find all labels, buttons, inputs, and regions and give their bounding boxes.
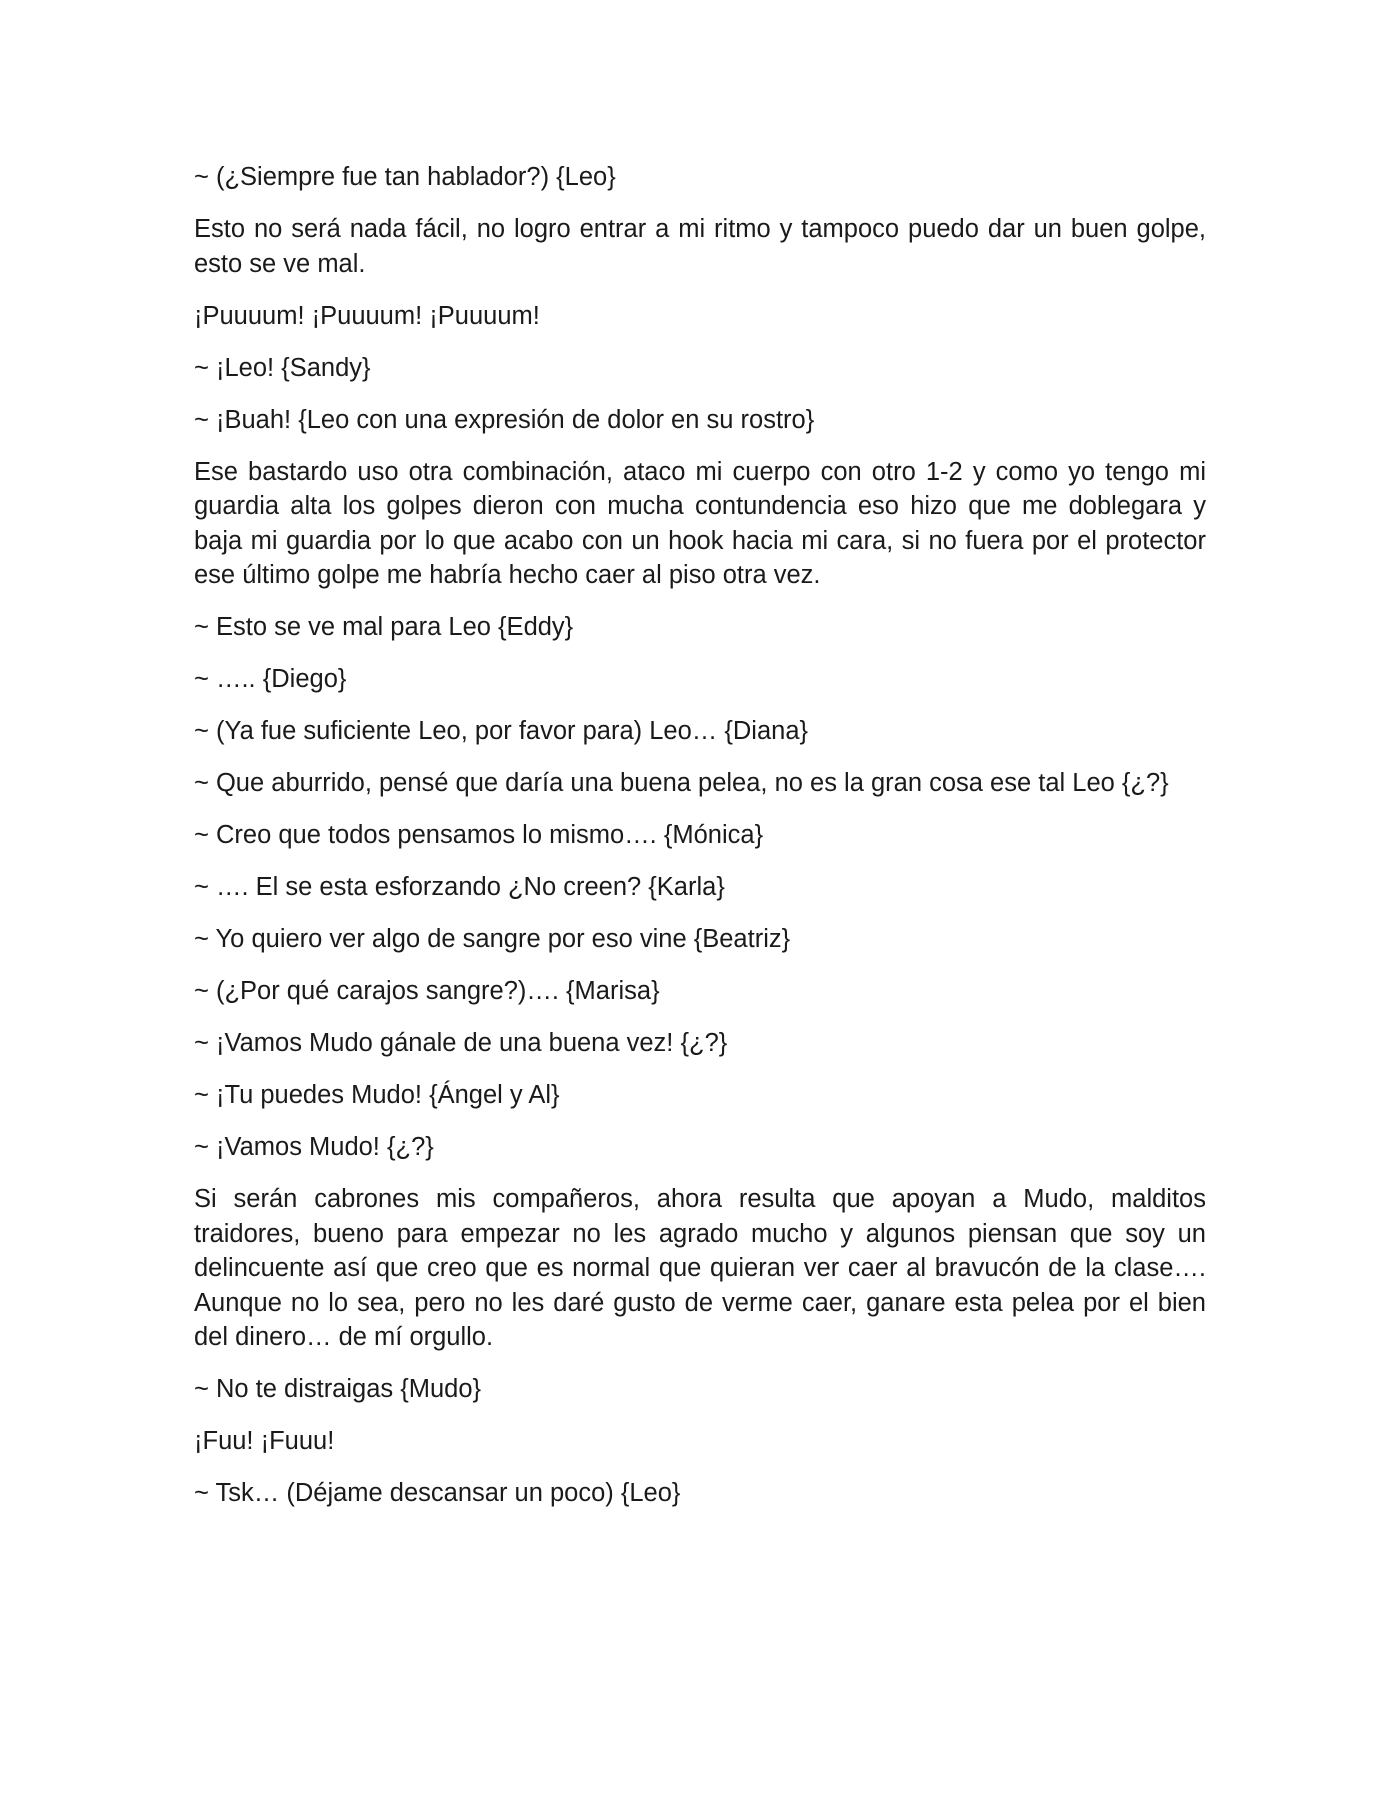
paragraph-2: Esto no será nada fácil, no logro entrar a mi ritmo y tampoco puedo dar un buen golpe, esto se ve mal. <box>194 215 1206 278</box>
paragraph-4: ~ ¡Leo! {Sandy} <box>194 353 371 382</box>
paragraph-14: ~ (¿Por qué carajos sangre?)…. {Marisa} <box>194 977 660 1005</box>
paragraph-18: Si serán cabrones mis compañeros, ahora resulta que apoyan a Mudo, malditos traidores, bueno para empezar no les agrado mucho y algunos piensan que soy un delincuente así que creo que es normal que quieran ver caer al bravucón de la clase…. Aunque no lo sea, pero no les daré gusto de verme caer, ganare esta pelea por el bien del dinero… de mí orgullo. <box>194 1185 1206 1351</box>
paragraph-9: ~ (Ya fue suficiente Leo, por favor para) Leo… {Diana} <box>194 717 809 745</box>
paragraph-12: ~ …. El se esta esforzando ¿No creen? {Karla} <box>194 873 725 901</box>
document-body <box>194 160 1206 1528</box>
paragraph-11: ~ Creo que todos pensamos lo mismo…. {Mónica} <box>194 821 764 849</box>
paragraph-17: ~ ¡Vamos Mudo! {¿?} <box>194 1133 434 1161</box>
paragraph-8: ~ ….. {Diego} <box>194 665 347 693</box>
paragraph-20: ¡Fuu! ¡Fuuu! <box>194 1427 335 1455</box>
paragraph-13: ~ Yo quiero ver algo de sangre por eso vine {Beatriz} <box>194 925 791 953</box>
paragraph-3: ¡Puuuum! ¡Puuuum! ¡Puuuum! <box>194 301 540 330</box>
paragraph-10: ~ Que aburrido, pensé que daría una buena pelea, no es la gran cosa ese tal Leo {¿?} <box>194 769 1169 797</box>
paragraph-15: ~ ¡Vamos Mudo gánale de una buena vez! {¿?} <box>194 1029 728 1057</box>
paragraph-21: ~ Tsk… (Déjame descansar un poco) {Leo} <box>194 1479 681 1507</box>
paragraph-19: ~ No te distraigas {Mudo} <box>194 1375 482 1403</box>
paragraph-7: ~ Esto se ve mal para Leo {Eddy} <box>194 613 574 641</box>
paragraph-5: ~ ¡Buah! {Leo con una expresión de dolor en su rostro} <box>194 405 815 434</box>
paragraph-1: ~ (¿Siempre fue tan hablador?) {Leo} <box>194 163 616 191</box>
paragraph-16: ~ ¡Tu puedes Mudo! {Ángel y Al} <box>194 1081 560 1109</box>
paragraph-6: Ese bastardo uso otra combinación, ataco mi cuerpo con otro 1-2 y como yo tengo mi guardia alta los golpes dieron con mucha contundencia eso hizo que me doblegara y baja mi guardia por lo que acabo con un hook hacia mi cara, si no fuera por el protector ese último golpe me habría hecho caer al piso otra vez. <box>194 457 1206 589</box>
